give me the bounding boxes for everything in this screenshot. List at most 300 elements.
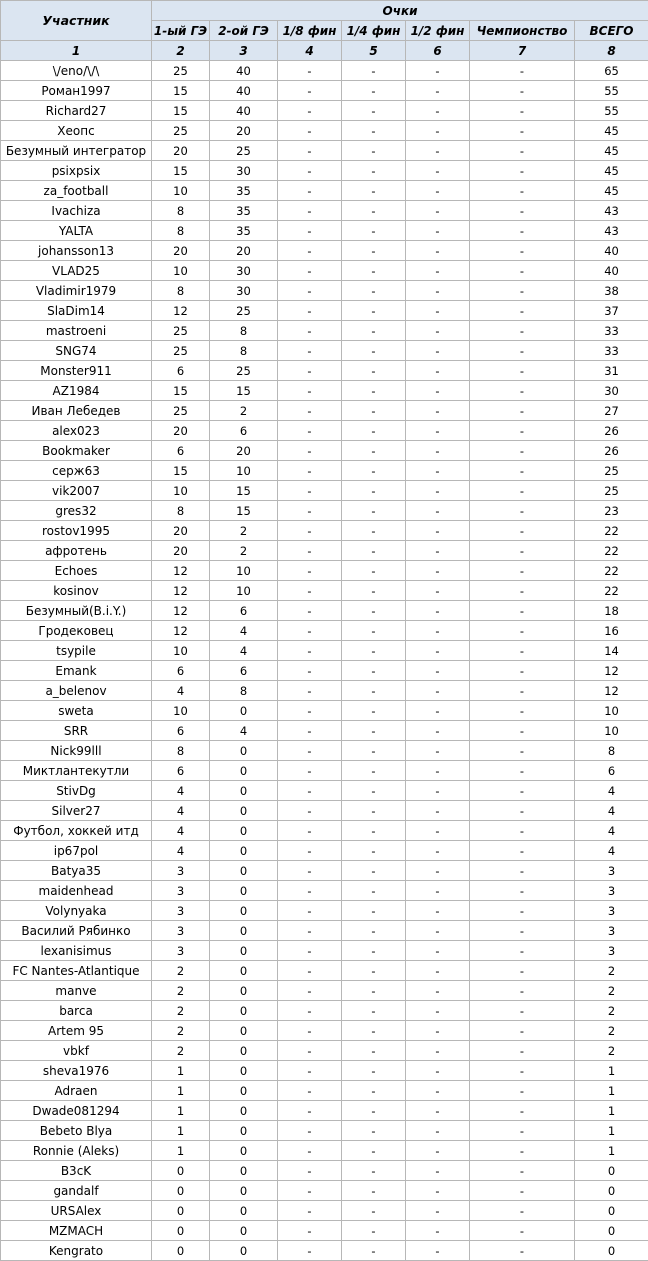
championship-points: - [470,1041,575,1061]
round16-points: - [278,121,342,141]
round16-points: - [278,941,342,961]
championship-points: - [470,81,575,101]
table-row [1,761,648,781]
semifinal-points: - [406,201,470,221]
participant-name: manve [1,981,152,1001]
total-points: 6 [575,761,648,781]
table-row [1,741,648,761]
stage2-points: 40 [210,61,278,81]
stage1-points: 8 [152,741,210,761]
championship-points: - [470,621,575,641]
championship-points: - [470,1081,575,1101]
total-points: 3 [575,921,648,941]
participant-name: Безумный(B.i.Y.) [1,601,152,621]
stage1-points: 6 [152,361,210,381]
stage1-points: 1 [152,1141,210,1161]
semifinal-points: - [406,801,470,821]
stage2-points: 40 [210,101,278,121]
quarterfinal-points: - [342,581,406,601]
table-row [1,1061,648,1081]
stage2-points: 20 [210,121,278,141]
total-points: 10 [575,701,648,721]
participant-name: Kengrato [1,1241,152,1261]
championship-points: - [470,601,575,621]
stage2-points: 8 [210,321,278,341]
stage1-points: 4 [152,821,210,841]
stage2-points: 0 [210,821,278,841]
stage2-points: 6 [210,661,278,681]
total-points: 40 [575,241,648,261]
total-points: 2 [575,961,648,981]
quarterfinal-points: - [342,1061,406,1081]
stage2-points: 2 [210,521,278,541]
semifinal-points: - [406,1121,470,1141]
semifinal-points: - [406,61,470,81]
participant-name: Artem 95 [1,1021,152,1041]
championship-points: - [470,981,575,1001]
stage2-points: 2 [210,541,278,561]
quarterfinal-points: - [342,561,406,581]
stage1-points: 12 [152,621,210,641]
stage1-points: 2 [152,981,210,1001]
stage1-points: 15 [152,81,210,101]
stage1-points: 20 [152,521,210,541]
stage1-points: 2 [152,1021,210,1041]
participant-name: YALTA [1,221,152,241]
semifinal-points: - [406,301,470,321]
table-row [1,441,648,461]
col-header-championship: Чемпионство [470,21,575,41]
semifinal-points: - [406,641,470,661]
stage2-points: 0 [210,1121,278,1141]
round16-points: - [278,481,342,501]
semifinal-points: - [406,741,470,761]
total-points: 0 [575,1201,648,1221]
total-points: 2 [575,1041,648,1061]
table-row [1,781,648,801]
semifinal-points: - [406,921,470,941]
stage1-points: 10 [152,261,210,281]
stage1-points: 0 [152,1161,210,1181]
stage2-points: 10 [210,581,278,601]
table-row [1,121,648,141]
total-points: 25 [575,481,648,501]
quarterfinal-points: - [342,861,406,881]
stage1-points: 10 [152,481,210,501]
round16-points: - [278,1001,342,1021]
participant-name: B3cK [1,1161,152,1181]
quarterfinal-points: - [342,341,406,361]
stage2-points: 0 [210,1081,278,1101]
participant-name: AZ1984 [1,381,152,401]
championship-points: - [470,401,575,421]
championship-points: - [470,341,575,361]
quarterfinal-points: - [342,181,406,201]
quarterfinal-points: - [342,961,406,981]
stage2-points: 25 [210,361,278,381]
total-points: 14 [575,641,648,661]
stage1-points: 8 [152,501,210,521]
stage2-points: 8 [210,681,278,701]
championship-points: - [470,761,575,781]
round16-points: - [278,781,342,801]
stage1-points: 10 [152,181,210,201]
participant-name: gres32 [1,501,152,521]
stage1-points: 6 [152,661,210,681]
stage1-points: 4 [152,841,210,861]
points-header: Очки [152,1,648,21]
total-points: 8 [575,741,648,761]
total-points: 55 [575,81,648,101]
total-points: 45 [575,121,648,141]
table-row [1,61,648,81]
quarterfinal-points: - [342,721,406,741]
table-row [1,721,648,741]
col-number-5: 5 [342,41,406,61]
round16-points: - [278,1121,342,1141]
round16-points: - [278,1061,342,1081]
semifinal-points: - [406,81,470,101]
participant-name: SRR [1,721,152,741]
round16-points: - [278,1241,342,1261]
participant-name: ip67pol [1,841,152,861]
round16-points: - [278,221,342,241]
championship-points: - [470,1021,575,1041]
table-row [1,81,648,101]
total-points: 45 [575,161,648,181]
championship-points: - [470,821,575,841]
championship-points: - [470,421,575,441]
round16-points: - [278,141,342,161]
stage2-points: 20 [210,241,278,261]
table-row [1,141,648,161]
quarterfinal-points: - [342,241,406,261]
championship-points: - [470,861,575,881]
championship-points: - [470,781,575,801]
col-header-total: ВСЕГО [575,21,648,41]
participant-name: gandalf [1,1181,152,1201]
stage1-points: 10 [152,641,210,661]
participant-name: sweta [1,701,152,721]
quarterfinal-points: - [342,141,406,161]
table-row [1,1141,648,1161]
stage2-points: 20 [210,441,278,461]
total-points: 33 [575,341,648,361]
participant-name: sheva1976 [1,1061,152,1081]
table-row [1,1001,648,1021]
participant-name: URSAlex [1,1201,152,1221]
semifinal-points: - [406,961,470,981]
total-points: 3 [575,901,648,921]
participant-name: Adraen [1,1081,152,1101]
stage2-points: 30 [210,281,278,301]
table-row [1,981,648,1001]
round16-points: - [278,201,342,221]
round16-points: - [278,741,342,761]
table-row [1,1241,648,1261]
quarterfinal-points: - [342,681,406,701]
championship-points: - [470,881,575,901]
stage2-points: 0 [210,1181,278,1201]
stage2-points: 0 [210,1161,278,1181]
semifinal-points: - [406,281,470,301]
table-row [1,581,648,601]
total-points: 1 [575,1061,648,1081]
total-points: 22 [575,581,648,601]
table-row [1,941,648,961]
stage2-points: 4 [210,621,278,641]
stage1-points: 15 [152,381,210,401]
stage1-points: 0 [152,1181,210,1201]
participant-name: Nick99lll [1,741,152,761]
stage2-points: 15 [210,381,278,401]
participant-name: VLAD25 [1,261,152,281]
championship-points: - [470,701,575,721]
championship-points: - [470,1221,575,1241]
semifinal-points: - [406,521,470,541]
semifinal-points: - [406,481,470,501]
championship-points: - [470,481,575,501]
table-row [1,701,648,721]
round16-points: - [278,721,342,741]
stage1-points: 3 [152,941,210,961]
total-points: 1 [575,1081,648,1101]
stage1-points: 4 [152,781,210,801]
table-row [1,881,648,901]
table-row [1,661,648,681]
participant-name: Silver27 [1,801,152,821]
stage2-points: 0 [210,701,278,721]
participant-name: StivDg [1,781,152,801]
total-points: 37 [575,301,648,321]
stage1-points: 2 [152,1001,210,1021]
table-row [1,841,648,861]
round16-points: - [278,1101,342,1121]
table-row [1,1221,648,1241]
participant-name: Иван Лебедев [1,401,152,421]
stage1-points: 1 [152,1081,210,1101]
stage2-points: 0 [210,841,278,861]
participant-name: Monster911 [1,361,152,381]
stage1-points: 0 [152,1221,210,1241]
quarterfinal-points: - [342,1141,406,1161]
table-row [1,681,648,701]
stage2-points: 40 [210,81,278,101]
semifinal-points: - [406,1101,470,1121]
round16-points: - [278,601,342,621]
participant-name: barca [1,1001,152,1021]
total-points: 10 [575,721,648,741]
round16-points: - [278,61,342,81]
stage2-points: 0 [210,1221,278,1241]
stage1-points: 6 [152,441,210,461]
stage1-points: 8 [152,281,210,301]
participant-name: Volynyaka [1,901,152,921]
table-row [1,1101,648,1121]
semifinal-points: - [406,401,470,421]
semifinal-points: - [406,361,470,381]
round16-points: - [278,1201,342,1221]
total-points: 22 [575,561,648,581]
quarterfinal-points: - [342,1201,406,1221]
participant-name: афротень [1,541,152,561]
stage1-points: 20 [152,541,210,561]
stage2-points: 0 [210,1041,278,1061]
stage1-points: 25 [152,121,210,141]
total-points: 0 [575,1221,648,1241]
quarterfinal-points: - [342,261,406,281]
round16-points: - [278,301,342,321]
stage2-points: 0 [210,1021,278,1041]
quarterfinal-points: - [342,301,406,321]
championship-points: - [470,1101,575,1121]
total-points: 33 [575,321,648,341]
stage2-points: 25 [210,301,278,321]
championship-points: - [470,541,575,561]
stage1-points: 12 [152,601,210,621]
semifinal-points: - [406,821,470,841]
total-points: 0 [575,1161,648,1181]
championship-points: - [470,141,575,161]
participant-name: Bebeto Blya [1,1121,152,1141]
participant-name: SlaDim14 [1,301,152,321]
semifinal-points: - [406,541,470,561]
participant-name: Batya35 [1,861,152,881]
total-points: 43 [575,221,648,241]
stage1-points: 15 [152,461,210,481]
table-header [1,1,648,61]
stage2-points: 0 [210,781,278,801]
participant-name: Richard27 [1,101,152,121]
round16-points: - [278,861,342,881]
round16-points: - [278,641,342,661]
participant-name: mastroeni [1,321,152,341]
stage2-points: 30 [210,261,278,281]
championship-points: - [470,121,575,141]
total-points: 18 [575,601,648,621]
semifinal-points: - [406,1181,470,1201]
stage2-points: 4 [210,721,278,741]
round16-points: - [278,261,342,281]
round16-points: - [278,441,342,461]
participant-name: psixpsix [1,161,152,181]
championship-points: - [470,641,575,661]
stage1-points: 20 [152,141,210,161]
col-number-6: 6 [406,41,470,61]
semifinal-points: - [406,1141,470,1161]
col-number-3: 3 [210,41,278,61]
stage2-points: 6 [210,421,278,441]
championship-points: - [470,161,575,181]
participant-name: tsypile [1,641,152,661]
semifinal-points: - [406,841,470,861]
table-row [1,421,648,441]
stage2-points: 0 [210,801,278,821]
stage1-points: 4 [152,681,210,701]
col-header-stage2: 2-ой ГЭ [210,21,278,41]
semifinal-points: - [406,1021,470,1041]
stage2-points: 0 [210,921,278,941]
total-points: 0 [575,1181,648,1201]
round16-points: - [278,241,342,261]
stage2-points: 35 [210,201,278,221]
championship-points: - [470,361,575,381]
stage2-points: 0 [210,961,278,981]
round16-points: - [278,1041,342,1061]
col-number-8: 8 [575,41,648,61]
semifinal-points: - [406,1061,470,1081]
round16-points: - [278,701,342,721]
quarterfinal-points: - [342,541,406,561]
stage1-points: 12 [152,581,210,601]
participant-name: rostov1995 [1,521,152,541]
table-row [1,901,648,921]
round16-points: - [278,801,342,821]
round16-points: - [278,621,342,641]
stage1-points: 10 [152,701,210,721]
championship-points: - [470,201,575,221]
quarterfinal-points: - [342,81,406,101]
table-row [1,101,648,121]
table-row [1,921,648,941]
table-row [1,801,648,821]
stage1-points: 20 [152,241,210,261]
stage1-points: 8 [152,221,210,241]
participant-name: Безумный интегратор [1,141,152,161]
championship-points: - [470,901,575,921]
semifinal-points: - [406,601,470,621]
participant-name: a_belenov [1,681,152,701]
participant-name: johansson13 [1,241,152,261]
stage1-points: 1 [152,1061,210,1081]
championship-points: - [470,961,575,981]
participant-header: Участник [1,1,152,41]
semifinal-points: - [406,161,470,181]
semifinal-points: - [406,1241,470,1261]
total-points: 1 [575,1101,648,1121]
table-row [1,621,648,641]
total-points: 38 [575,281,648,301]
quarterfinal-points: - [342,221,406,241]
total-points: 4 [575,821,648,841]
championship-points: - [470,381,575,401]
semifinal-points: - [406,241,470,261]
table-row [1,281,648,301]
participant-name: \/eno/\/\ [1,61,152,81]
participant-name: MZMACH [1,1221,152,1241]
quarterfinal-points: - [342,921,406,941]
quarterfinal-points: - [342,781,406,801]
stage1-points: 20 [152,421,210,441]
table-row [1,541,648,561]
total-points: 16 [575,621,648,641]
semifinal-points: - [406,181,470,201]
stage2-points: 10 [210,561,278,581]
round16-points: - [278,181,342,201]
total-points: 45 [575,141,648,161]
semifinal-points: - [406,461,470,481]
participant-name: FC Nantes-Atlantique [1,961,152,981]
stage2-points: 0 [210,1201,278,1221]
stage2-points: 4 [210,641,278,661]
stage1-points: 6 [152,761,210,781]
col-number-4: 4 [278,41,342,61]
championship-points: - [470,461,575,481]
championship-points: - [470,101,575,121]
stage2-points: 0 [210,1101,278,1121]
table-row [1,341,648,361]
championship-points: - [470,801,575,821]
